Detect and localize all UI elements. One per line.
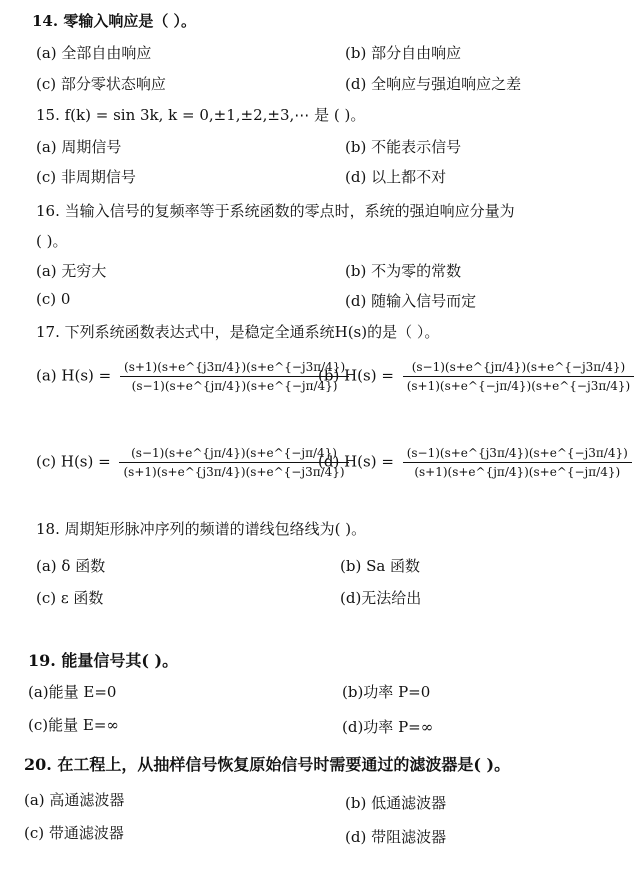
question-17-option-a [36,360,353,393]
question-14-option-c: (c) 部分零状态响应 [36,75,166,93]
question-20-option-a: (a) 高通滤波器 [24,791,125,809]
question-17-option-d [318,446,636,479]
question-19-option-b: (b)功率 P=0 [342,683,431,701]
question-16-option-b: (b) 不为零的常数 [345,262,462,280]
option-b-fraction [403,360,635,393]
question-18-stem: 18. 周期矩形脉冲序列的频谱的谱线包络线为( )。 [36,520,367,538]
question-19-option-d: (d)功率 P=∞ [342,718,434,736]
question-16-option-c: (c) 0 [36,290,71,308]
option-a-denominator: (s−1)(s+e^{jπ/4})(s+e^{−jπ/4}) [131,379,338,393]
question-18-option-a: (a) δ 函数 [36,557,106,575]
question-15-option-b: (b) 不能表示信号 [345,138,462,156]
question-16-option-d: (d) 随输入信号而定 [345,292,477,310]
option-d-label: (d) H(s) = [318,452,394,471]
question-14-option-b: (b) 部分自由响应 [345,44,462,62]
question-15-option-d: (d) 以上都不对 [345,168,447,186]
question-18-option-c: (c) ε 函数 [36,589,104,607]
option-c-label: (c) H(s) = [36,452,111,471]
question-16-option-a: (a) 无穷大 [36,262,107,280]
question-19-option-c: (c)能量 E=∞ [28,716,119,734]
option-b-label: (b) H(s) = [318,366,394,385]
question-15-stem: 15. f(k) = sin 3k, k = 0,±1,±2,±3,⋯ 是 ( )。 [36,106,366,124]
question-20-stem: 20. 在工程上，从抽样信号恢复原始信号时需要通过的滤波器是( )。 [24,755,511,774]
question-14-option-d: (d) 全响应与强迫响应之差 [345,75,522,93]
option-d-numerator: (s−1)(s+e^{j3π/4})(s+e^{−j3π/4}) [403,446,632,463]
question-20-option-c: (c) 带通滤波器 [24,824,124,842]
option-d-fraction [403,446,632,479]
question-14-stem: 14. 零输入响应是（ ）。 [32,12,197,30]
option-d-denominator: (s+1)(s+e^{jπ/4})(s+e^{−jπ/4}) [414,465,621,479]
question-18-option-d: (d)无法给出 [340,589,422,607]
question-16-stem-line-1: 16. 当输入信号的复频率等于系统函数的零点时，系统的强迫响应分量为 [36,202,515,220]
question-20-option-d: (d) 带阻滤波器 [345,828,447,846]
option-c-numerator: (s−1)(s+e^{jπ/4})(s+e^{−jπ/4}) [119,446,348,463]
question-15-option-c: (c) 非周期信号 [36,168,136,186]
question-17-option-b [318,360,638,393]
question-14-option-a: (a) 全部自由响应 [36,44,152,62]
option-a-fraction [120,360,349,393]
question-17-option-c [36,446,353,479]
option-b-denominator: (s+1)(s+e^{−jπ/4})(s+e^{−j3π/4}) [406,379,631,393]
option-c-denominator: (s+1)(s+e^{j3π/4})(s+e^{−j3π/4}) [123,465,345,479]
question-17-stem: 17. 下列系统函数表达式中，是稳定全通系统H(s)的是（ ）。 [36,323,440,341]
option-b-numerator: (s−1)(s+e^{jπ/4})(s+e^{−j3π/4}) [403,360,635,377]
question-15-option-a: (a) 周期信号 [36,138,122,156]
question-16-stem-line-2: ( )。 [36,232,68,250]
question-20-option-b: (b) 低通滤波器 [345,794,447,812]
question-18-option-b: (b) Sa 函数 [340,557,421,575]
option-a-label: (a) H(s) = [36,366,112,385]
option-c-fraction [119,446,348,479]
question-19-option-a: (a)能量 E=0 [28,683,117,701]
option-a-numerator: (s+1)(s+e^{j3π/4})(s+e^{−j3π/4}) [120,360,349,377]
question-19-stem: 19. 能量信号其( )。 [28,651,179,670]
